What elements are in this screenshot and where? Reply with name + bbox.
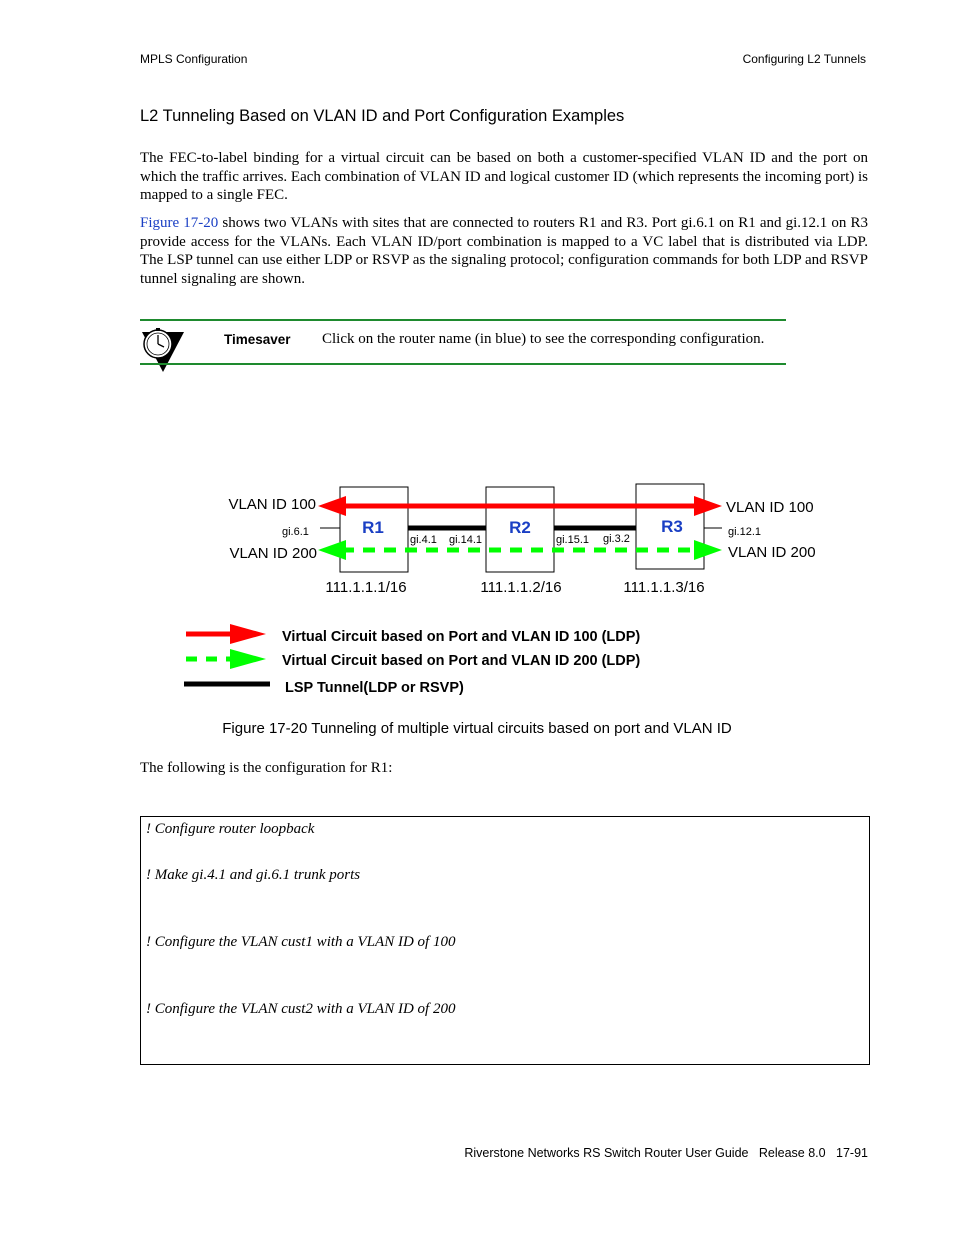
r2-address: 111.1.1.2/16	[480, 579, 562, 596]
figure-caption-number: Figure 17-20	[222, 720, 308, 737]
code-comment-vlan-cust1: ! Configure the VLAN cust1 with a VLAN ID of 100	[146, 934, 456, 950]
router-r1-link[interactable]: R1	[362, 518, 384, 537]
port-r3-trunk: gi.3.2	[603, 533, 630, 545]
section-title: L2 Tunneling Based on VLAN ID and Port Configuration Examples	[140, 107, 625, 125]
vc-vlan100-right-arrowhead	[694, 496, 722, 516]
paragraph-figure-description	[140, 214, 868, 288]
vc-vlan100-left-arrowhead	[318, 496, 346, 516]
port-r1-trunk: gi.4.1	[410, 534, 437, 546]
timesaver-label: Timesaver	[224, 332, 291, 347]
router-r3-link[interactable]: R3	[661, 517, 683, 536]
figure-caption	[0, 720, 954, 737]
port-r3-access: gi.12.1	[728, 526, 762, 538]
r1-address: 111.1.1.1/16	[325, 579, 407, 596]
left-vlan100-label: VLAN ID 100	[228, 496, 316, 513]
port-r1-access: gi.6.1	[282, 526, 309, 538]
paragraph-fec-binding: The FEC-to-label binding for a virtual circuit can be based on both a customer-specified VLAN ID and the port on which the traffic arrives. Each combination of VLAN ID and logical customer ID (which represents the incoming port) is mapped to a single FEC.	[140, 150, 868, 204]
note-rule-bottom	[140, 363, 786, 365]
code-comment-trunk-ports: ! Make gi.4.1 and gi.6.1 trunk ports	[146, 867, 361, 883]
running-header-left: MPLS Configuration	[140, 52, 248, 66]
timesaver-text: Click on the router name (in blue) to see the corresponding configuration.	[322, 331, 765, 347]
paragraph-r1-config-intro: The following is the configuration for R1:	[140, 760, 393, 776]
r3-address: 111.1.1.3/16	[623, 579, 705, 596]
note-rule-top	[140, 319, 786, 321]
vc-vlan200-right-arrowhead	[694, 540, 722, 560]
legend-vc100-label: Virtual Circuit based on Port and VLAN ID 100 (LDP)	[282, 629, 641, 645]
vc-vlan200-left-arrowhead	[318, 540, 346, 560]
port-r2-right: gi.15.1	[556, 534, 590, 546]
paragraph-figure-text: shows two VLANs with sites that are connected to routers R1 and R3. Port gi.6.1 on R1 and gi.12.1 on R3 provide access for the VLANs. Each VLAN ID/port combination is mapped to a VC label that is distributed via LDP. The LSP tunnel can use either LDP or RSVP as the signaling protocol; configuration commands for both LDP and RSVP tunnel signaling are shown.	[140, 215, 868, 287]
right-vlan100-label: VLAN ID 100	[726, 499, 814, 516]
running-header-right: Configuring L2 Tunnels	[742, 52, 866, 66]
page-footer: Riverstone Networks RS Switch Router User Guide Release 8.0 17-91	[464, 1146, 868, 1160]
legend-vc100-arrowhead	[230, 624, 266, 644]
figure-caption-text: Tunneling of multiple virtual circuits based on port and VLAN ID	[311, 720, 732, 737]
network-diagram	[0, 470, 954, 710]
legend-vc200-label: Virtual Circuit based on Port and VLAN ID 200 (LDP)	[282, 653, 641, 669]
router-r2-link[interactable]: R2	[509, 518, 531, 537]
right-vlan200-label: VLAN ID 200	[728, 544, 816, 561]
legend-lsp-label: LSP Tunnel(LDP or RSVP)	[285, 680, 464, 696]
code-comment-vlan-cust2: ! Configure the VLAN cust2 with a VLAN ID of 200	[146, 1001, 456, 1017]
figure-link[interactable]: Figure 17-20	[140, 215, 219, 231]
code-comment-loopback: ! Configure router loopback	[146, 821, 315, 837]
timesaver-clock-icon	[140, 322, 192, 374]
port-r2-left: gi.14.1	[449, 534, 483, 546]
left-vlan200-label: VLAN ID 200	[229, 545, 317, 562]
legend-vc200-arrowhead	[230, 649, 266, 669]
